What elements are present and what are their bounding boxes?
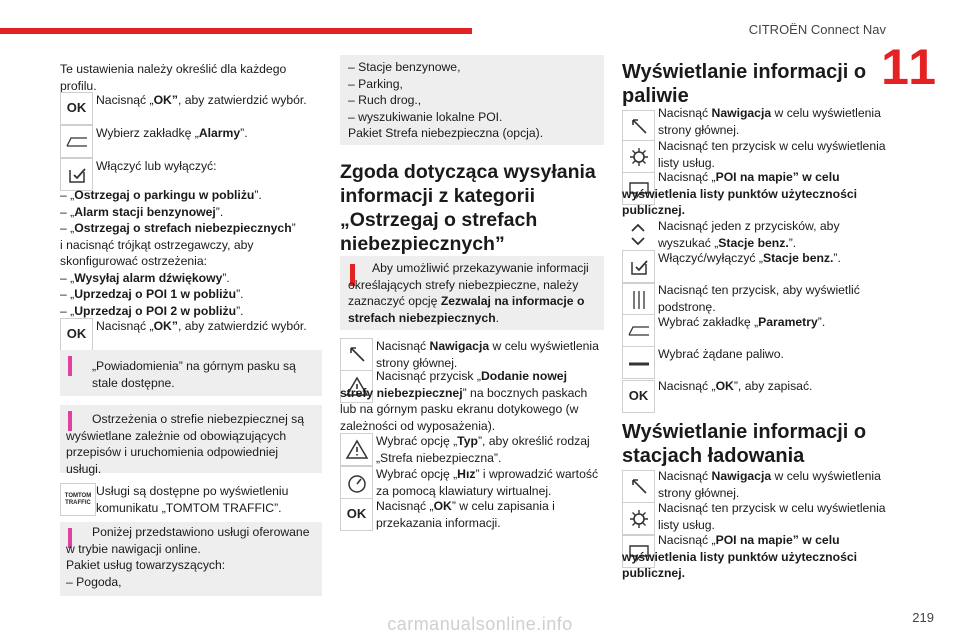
step-add-danger-zone: Nacisnąć przycisk „Dodanie nowej strefy niebezpiecznej” na bocznych paskach lub na górnym pasku ekranu dotykowego (w zależności od wyposażenia). [340, 369, 588, 433]
checkbox-icon [622, 250, 655, 283]
list-item: – „Uprzedzaj o POI 1 w pobliżu”. [60, 287, 244, 301]
ok-button-icon: OK [60, 92, 93, 125]
list-item: – „Alarm stacji benzynowej”. [60, 204, 224, 219]
ok-button-icon: OK [60, 318, 93, 351]
alarm-list-1 [60, 187, 330, 319]
page-header-title: CITROËN Connect Nav [748, 22, 886, 37]
step-ok-1: Nacisnąć „OK”, aby zatwierdzić wybór. [96, 93, 307, 107]
list-item: – „Ostrzegaj o strefach niebezpiecznych” [60, 221, 296, 235]
fuel-step-toggle: Włączyć/wyłączyć „Stacje benz.”. [658, 251, 841, 265]
list-item: – Stacje benzynowe, [348, 60, 461, 74]
intro-text: Te ustawienia należy określić dla każdego profilu. [60, 62, 287, 93]
subpage-icon [622, 283, 655, 316]
step-speed: Wybrać opcję „Hız” i wprowadzić wartość za pomocą klawiatury wirtualnej. [376, 467, 599, 498]
fuel-step-services: Nacisnąć ten przycisk w celu wyświetlenia listy usług. [658, 139, 886, 170]
charging-step-navigation: Nacisnąć Nawigacja w celu wyświetlenia strony głównej. [658, 469, 881, 500]
navigation-icon [340, 338, 373, 371]
tab-icon [60, 125, 93, 158]
step-toggle: Włączyć lub wyłączyć: [96, 159, 217, 173]
step-tab-alarmy: Wybierz zakładkę „Alarmy”. [96, 126, 248, 140]
navigation-icon [622, 110, 655, 143]
tab-icon [622, 314, 655, 347]
charging-step-services: Nacisnąć ten przycisk w celu wyświetlenia listy usług. [658, 501, 886, 532]
step-save: Nacisnąć „OK” w celu zapisania i przekazania informacji. [376, 499, 555, 530]
mid-text: skonfigurować ostrzeżenia: [60, 254, 207, 268]
section-heading-charging: Wyświetlanie informacji o stacjach ładowania [622, 421, 867, 467]
list-item: – „Ostrzegaj o parkingu w pobliżu”. [60, 188, 262, 202]
ok-button-icon: OK [340, 498, 373, 531]
fuel-step-subpage: Nacisnąć ten przycisk, aby wyświetlić podstronę. [658, 283, 860, 314]
note-text: Poniżej przedstawiono usługi oferowane w trybie nawigacji online. Pakiet usług towarzyszących: – Pogoda, [66, 525, 310, 589]
header-accent-bar [0, 28, 472, 34]
step-type: Wybrać opcję „Typ”, aby określić rodzaj „Strefa niebezpieczna”. [376, 434, 590, 465]
mid-text: i nacisnąć trójkąt ostrzegawczy, aby [60, 237, 254, 252]
fuel-step-navigation: Nacisnąć Nawigacja w celu wyświetlenia strony głównej. [658, 106, 881, 137]
fuel-step-parameters: Wybrać zakładkę „Parametry”. [658, 315, 826, 329]
charging-step-poi: Nacisnąć „POI na mapie” w celu wyświetlenia listy punktów użyteczności publicznej. [622, 533, 858, 580]
step-ok-2: Nacisnąć „OK”, aby zatwierdzić wybór. [96, 319, 307, 333]
list-item: – „Wysyłaj alarm dźwiękowy”. [60, 270, 230, 285]
info-note-1 [60, 350, 322, 396]
fuel-step-choose: Wybrać żądane paliwo. [658, 347, 784, 361]
chevron-down-icon [622, 234, 653, 249]
list-select-icon [622, 346, 655, 379]
note-text: „Powiadomienia” na górnym pasku są stale dostępne. [92, 359, 296, 390]
info-note-3 [60, 522, 322, 596]
page-number: 219 [912, 610, 934, 625]
list-item: – Parking, [348, 76, 403, 91]
note-text: Aby umożliwić przekazywanie informacji określających strefy niebezpieczne, należy zaznaczyć opcję Zezwalaj na informacje o strefach niebezpiecznych. [348, 261, 589, 325]
section-heading-fuel: Wyświetlanie informacji o paliwie [622, 61, 867, 107]
navigation-icon [622, 470, 655, 503]
services-list [348, 59, 598, 142]
tomtom-text: Usługi są dostępne po wyświetleniu komunikatu „TOMTOM TRAFFIC”. [96, 484, 289, 515]
list-item: – wyszukiwanie lokalne POI. [348, 109, 503, 124]
pack-text: Pakiet Strefa niebezpieczna (opcja). [348, 126, 544, 140]
continued-services-box [340, 55, 604, 145]
list-item: – „Uprzedzaj o POI 2 w pobliżu”. [60, 303, 244, 318]
list-item: – Ruch drog., [348, 93, 422, 107]
services-icon [622, 502, 655, 535]
section-heading-consent: Zgoda dotycząca wysyłania informacji z kategorii „Ostrzegaj o strefach niebezpiecznych” [340, 161, 596, 255]
fuel-step-poi: Nacisnąć „POI na mapie” w celu wyświetlenia listy punktów użyteczności publicznej. [622, 170, 858, 217]
chapter-number: 11 [881, 39, 938, 95]
warning-note [340, 256, 604, 330]
ok-button-icon: OK [622, 380, 655, 413]
info-icon [68, 356, 72, 376]
speedometer-icon [340, 466, 373, 499]
fuel-step-search: Nacisnąć jeden z przycisków, aby wyszukać „Stacje benz.”. [658, 219, 840, 250]
step-navigation: Nacisnąć Nawigacja w celu wyświetlenia strony głównej. [376, 339, 599, 370]
fuel-step-save: Nacisnąć „OK”, aby zapisać. [658, 379, 813, 393]
watermark: carmanualsonline.info [387, 614, 573, 634]
note-text: Ostrzeżenia o strefie niebezpiecznej są wyświetlane zależnie od obowiązujących przepisów i uruchomienia odpowiedniej usługi. [66, 412, 305, 476]
tomtom-traffic-logo: TOMTOM TRAFFIC [60, 483, 96, 516]
info-note-2 [60, 405, 322, 476]
warning-triangle-icon [340, 433, 373, 466]
